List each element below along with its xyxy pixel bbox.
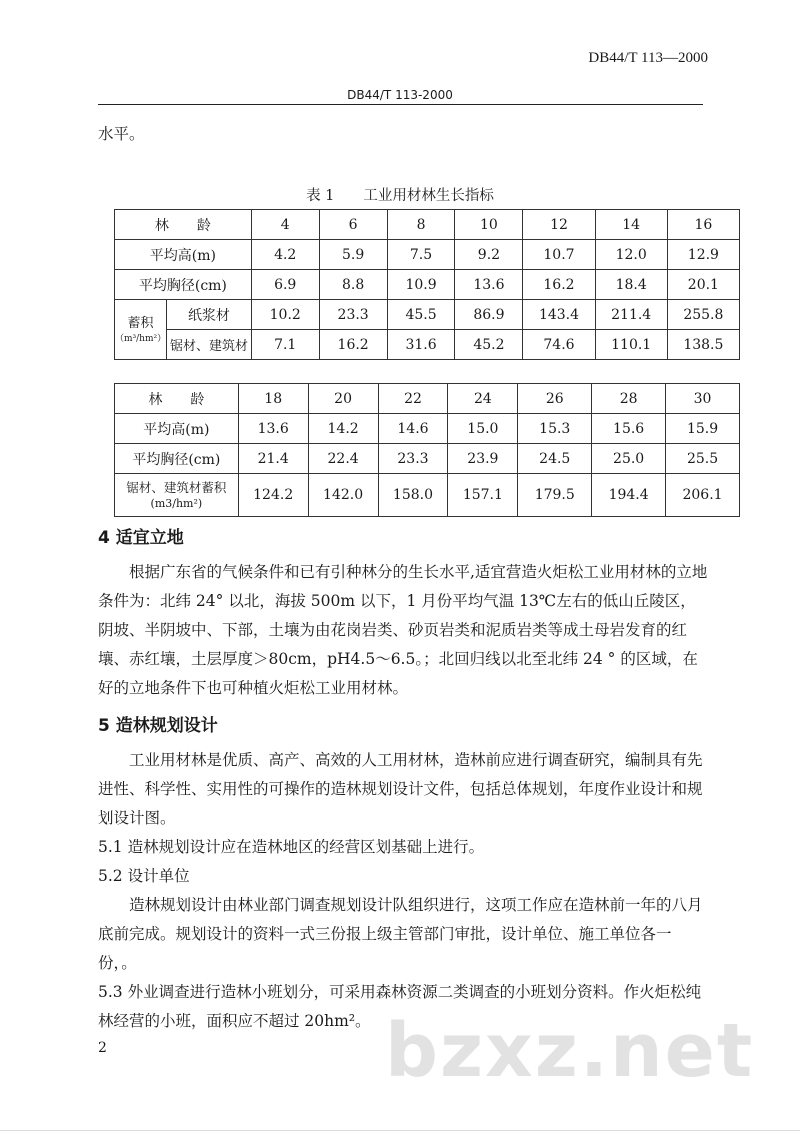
table-cell: 14.2 xyxy=(308,414,378,444)
table-cell: 45.5 xyxy=(387,300,455,330)
table-cell: 7.1 xyxy=(251,330,319,360)
table-cell: 25.5 xyxy=(666,444,740,474)
table-cell: 6 xyxy=(319,210,387,240)
table-cell: 158.0 xyxy=(378,474,448,517)
table-cell: 211.4 xyxy=(595,300,667,330)
stock-unit: （m³/hm²） xyxy=(115,333,167,344)
section-5-title: 5 造林规划设计 xyxy=(98,716,218,736)
table-cell: 9.2 xyxy=(455,240,523,270)
table-cell: 16 xyxy=(667,210,739,240)
table-cell: 14.6 xyxy=(378,414,448,444)
table-cell: 6.9 xyxy=(251,270,319,300)
table-cell: 157.1 xyxy=(448,474,518,517)
table-row xyxy=(115,210,740,240)
table-cell: 179.5 xyxy=(518,474,592,517)
table-row xyxy=(115,414,740,444)
clause-5-1: 5.1 造林规划设计应在造林地区的经营区划基础上进行。 xyxy=(98,838,485,856)
table-cell: 74.6 xyxy=(523,330,595,360)
table-cell: 10.7 xyxy=(523,240,595,270)
table-cell: 28 xyxy=(592,384,666,414)
table-cell: 12 xyxy=(523,210,595,240)
age-label: 林 龄 xyxy=(115,210,252,240)
stock-unit: (m3/hm²) xyxy=(150,497,203,510)
header-doc-id: DB44/T 113—2000 xyxy=(588,50,708,66)
table-cell: 4.2 xyxy=(251,240,319,270)
table-cell: 142.0 xyxy=(308,474,378,517)
table-cell: 15.9 xyxy=(666,414,740,444)
section-4-paragraph: 根据广东省的气候条件和已有引种林分的生长水平,适宜营造火炬松工业用材林的立地条件为：北纬 24° 以北，海拔 500m 以下，1 月份平均气温 13℃左右的低山丘陵区，阴坡、半阴坡中、下部，土壤为由花岗岩类、砂页岩类和泥质岩类等成土母岩发育的红壤、赤红壤，土层厚度＞80cm，pH4.5～6.5。；北回归线以北至北纬 24 ° 的区域，在好的立地条件下也可种植火炬松工业用材林。 xyxy=(98,563,708,697)
table-row xyxy=(115,444,740,474)
table-cell: 23.9 xyxy=(448,444,518,474)
stock-label: 锯材、建筑材蓄积 xyxy=(126,480,227,495)
table-row xyxy=(115,240,740,270)
table-cell: 12.9 xyxy=(667,240,739,270)
running-header: DB44/T 113-2000 xyxy=(347,88,453,102)
section-5-paragraph: 工业用材林是优质、高产、高效的人工用材林，造林前应进行调查研究，编制具有先进性、科学性、实用性的可操作的造林规划设计文件，包括总体规划，年度作业设计和规划设计图。 xyxy=(98,751,703,827)
clause-5-2: 5.2 设计单位 xyxy=(98,867,190,885)
growth-table-2 xyxy=(114,383,740,517)
table-cell: 4 xyxy=(251,210,319,240)
table-row xyxy=(115,270,740,300)
page-number: 2 xyxy=(98,1040,107,1056)
table-cell: 124.2 xyxy=(238,474,308,517)
lead-text: 水平。 xyxy=(98,125,145,143)
table-cell: 24 xyxy=(448,384,518,414)
table-row xyxy=(115,330,740,360)
table-cell: 25.0 xyxy=(592,444,666,474)
page-bottom-edge xyxy=(0,1130,800,1131)
table-cell: 23.3 xyxy=(378,444,448,474)
table-cell: 30 xyxy=(666,384,740,414)
table-row xyxy=(115,474,740,517)
table-cell: 143.4 xyxy=(523,300,595,330)
table-cell: 21.4 xyxy=(238,444,308,474)
table-cell: 45.2 xyxy=(455,330,523,360)
stock-label-cell xyxy=(115,474,239,517)
table-cell: 22.4 xyxy=(308,444,378,474)
height-label: 平均高(m) xyxy=(115,240,252,270)
table-cell: 8 xyxy=(387,210,455,240)
table-cell: 22 xyxy=(378,384,448,414)
table-cell: 10.2 xyxy=(251,300,319,330)
table-cell: 23.3 xyxy=(319,300,387,330)
stock-label: 蓄积 xyxy=(127,315,154,331)
table-cell: 31.6 xyxy=(387,330,455,360)
stock-label-cell xyxy=(115,300,167,360)
table-cell: 14 xyxy=(595,210,667,240)
table-cell: 13.6 xyxy=(238,414,308,444)
table-cell: 8.8 xyxy=(319,270,387,300)
table-cell: 138.5 xyxy=(667,330,739,360)
table-cell: 16.2 xyxy=(523,270,595,300)
table-cell: 15.0 xyxy=(448,414,518,444)
watermark: bzxz.net xyxy=(385,1008,755,1094)
table-cell: 110.1 xyxy=(595,330,667,360)
table-cell: 5.9 xyxy=(319,240,387,270)
age-label: 林 龄 xyxy=(115,384,239,414)
growth-table-1 xyxy=(114,209,740,360)
table-cell: 7.5 xyxy=(387,240,455,270)
dbh-label: 平均胸径(cm) xyxy=(115,270,252,300)
table-cell: 26 xyxy=(518,384,592,414)
dbh-label: 平均胸径(cm) xyxy=(115,444,239,474)
height-label: 平均高(m) xyxy=(115,414,239,444)
table-cell: 18 xyxy=(238,384,308,414)
table-cell: 20.1 xyxy=(667,270,739,300)
section-4-title: 4 适宜立地 xyxy=(98,528,184,548)
table-cell: 194.4 xyxy=(592,474,666,517)
header-rule xyxy=(98,104,703,105)
table-cell: 10 xyxy=(455,210,523,240)
table-cell: 24.5 xyxy=(518,444,592,474)
table-caption: 表 1 工业用材林生长指标 xyxy=(306,188,494,204)
table-row xyxy=(115,300,740,330)
table-cell: 10.9 xyxy=(387,270,455,300)
saw-label: 锯材、建筑材 xyxy=(167,330,252,360)
table-cell: 255.8 xyxy=(667,300,739,330)
table-cell: 16.2 xyxy=(319,330,387,360)
table-row xyxy=(115,384,740,414)
table-cell: 206.1 xyxy=(666,474,740,517)
table-cell: 86.9 xyxy=(455,300,523,330)
clause-5-3: 5.3 外业调查进行造林小班划分，可采用森林资源二类调查的小班划分资料。作火炬松纯林经营的小班，面积应不超过 20hm²。 xyxy=(98,983,702,1030)
table-cell: 18.4 xyxy=(595,270,667,300)
table-cell: 12.0 xyxy=(595,240,667,270)
table-cell: 15.6 xyxy=(592,414,666,444)
clause-5-2-paragraph: 造林规划设计由林业部门调查规划设计队组织进行，这项工作应在造林前一年的八月底前完成。规划设计的资料一式三份报上级主管部门审批，设计单位、施工单位各一份，。 xyxy=(98,896,703,972)
table-cell: 20 xyxy=(308,384,378,414)
table-cell: 15.3 xyxy=(518,414,592,444)
pulp-label: 纸浆材 xyxy=(167,300,252,330)
table-cell: 13.6 xyxy=(455,270,523,300)
